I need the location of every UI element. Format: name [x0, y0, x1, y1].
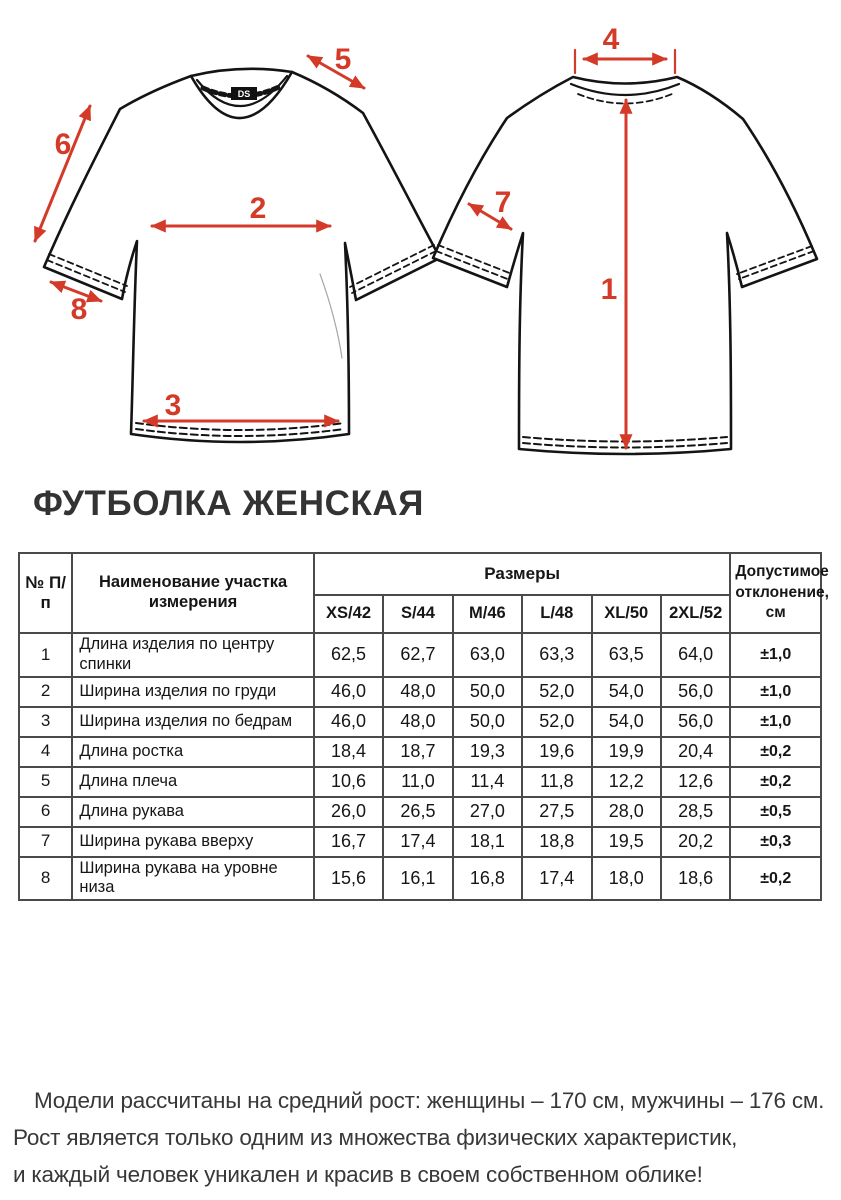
row-value-L/48: 18,8 — [522, 827, 591, 857]
size-header-m: M/46 — [453, 595, 522, 633]
row-value-2XL/52: 12,6 — [661, 767, 730, 797]
row-value-XL/50: 54,0 — [592, 677, 661, 707]
row-value-M/46: 18,1 — [453, 827, 522, 857]
size-header-s: S/44 — [383, 595, 452, 633]
row-value-S/44: 26,5 — [383, 797, 452, 827]
measure-label-7: 7 — [494, 186, 512, 219]
page-title: ФУТБОЛКА ЖЕНСКАЯ — [33, 484, 425, 523]
collar-brand-tag — [231, 87, 257, 100]
row-tolerance: ±1,0 — [730, 707, 821, 737]
table-row — [19, 767, 821, 797]
row-value-M/46: 11,4 — [453, 767, 522, 797]
measure-label-5: 5 — [334, 43, 352, 76]
table-row — [19, 797, 821, 827]
table-header-row — [19, 553, 821, 595]
row-value-L/48: 63,3 — [522, 633, 591, 677]
row-measure-name: Длина рукава — [72, 797, 313, 827]
row-value-XL/50: 63,5 — [592, 633, 661, 677]
row-tolerance: ±0,2 — [730, 767, 821, 797]
row-value-S/44: 62,7 — [383, 633, 452, 677]
row-measure-name: Длина плеча — [72, 767, 313, 797]
row-value-L/48: 27,5 — [522, 797, 591, 827]
row-value-XS/42: 16,7 — [314, 827, 383, 857]
row-value-XL/50: 19,5 — [592, 827, 661, 857]
footer-line: и каждый человек уникален и красив в своем собственном облике! — [13, 1162, 703, 1187]
row-value-S/44: 48,0 — [383, 707, 452, 737]
row-value-XL/50: 28,0 — [592, 797, 661, 827]
row-number: 7 — [19, 827, 72, 857]
column-header-number: № П/п — [19, 553, 72, 633]
measure-label-1: 1 — [600, 273, 618, 306]
table-row — [19, 737, 821, 767]
measure-label-2: 2 — [249, 192, 267, 225]
row-value-M/46: 16,8 — [453, 857, 522, 901]
measure-label-4: 4 — [602, 23, 620, 56]
row-number: 5 — [19, 767, 72, 797]
row-number: 4 — [19, 737, 72, 767]
row-value-M/46: 63,0 — [453, 633, 522, 677]
row-measure-name: Ширина рукава вверху — [72, 827, 313, 857]
row-value-XS/42: 46,0 — [314, 677, 383, 707]
row-tolerance: ±0,2 — [730, 857, 821, 901]
row-measure-name: Ширина изделия по бедрам — [72, 707, 313, 737]
row-tolerance: ±0,5 — [730, 797, 821, 827]
column-header-tolerance: Допустимое отклонение, см — [730, 553, 821, 633]
row-number: 1 — [19, 633, 72, 677]
measure-label-3: 3 — [164, 389, 182, 422]
row-measure-name: Длина ростка — [72, 737, 313, 767]
row-value-S/44: 17,4 — [383, 827, 452, 857]
row-number: 8 — [19, 857, 72, 901]
row-tolerance: ±0,2 — [730, 737, 821, 767]
table-row — [19, 633, 821, 677]
row-value-L/48: 11,8 — [522, 767, 591, 797]
row-value-M/46: 19,3 — [453, 737, 522, 767]
size-header-xl: XL/50 — [592, 595, 661, 633]
row-value-L/48: 52,0 — [522, 677, 591, 707]
size-header-2xl: 2XL/52 — [661, 595, 730, 633]
row-value-S/44: 16,1 — [383, 857, 452, 901]
row-value-L/48: 17,4 — [522, 857, 591, 901]
row-value-2XL/52: 20,4 — [661, 737, 730, 767]
row-value-XS/42: 46,0 — [314, 707, 383, 737]
table-row — [19, 677, 821, 707]
size-table-body — [19, 633, 821, 900]
table-row — [19, 857, 821, 901]
size-header-xs: XS/42 — [314, 595, 383, 633]
collar-tag-text: DS — [237, 89, 251, 99]
row-value-L/48: 52,0 — [522, 707, 591, 737]
row-value-2XL/52: 64,0 — [661, 633, 730, 677]
row-value-XS/42: 18,4 — [314, 737, 383, 767]
row-value-XS/42: 62,5 — [314, 633, 383, 677]
measure-label-6: 6 — [54, 128, 72, 161]
row-value-M/46: 50,0 — [453, 677, 522, 707]
tshirt-technical-drawing — [0, 6, 841, 476]
row-value-M/46: 50,0 — [453, 707, 522, 737]
row-value-M/46: 27,0 — [453, 797, 522, 827]
row-value-L/48: 19,6 — [522, 737, 591, 767]
row-value-S/44: 11,0 — [383, 767, 452, 797]
row-number: 2 — [19, 677, 72, 707]
table-row — [19, 827, 821, 857]
table-row — [19, 707, 821, 737]
row-value-XL/50: 19,9 — [592, 737, 661, 767]
row-tolerance: ±1,0 — [730, 677, 821, 707]
front-view-drawing — [44, 69, 440, 442]
row-number: 6 — [19, 797, 72, 827]
row-measure-name: Ширина изделия по груди — [72, 677, 313, 707]
column-header-name: Наименование участка измерения — [72, 553, 313, 633]
measure-label-8: 8 — [70, 293, 88, 326]
row-number: 3 — [19, 707, 72, 737]
footer-line: Рост является только одним из множества физических характеристик, — [13, 1125, 738, 1150]
row-value-XS/42: 10,6 — [314, 767, 383, 797]
row-value-S/44: 18,7 — [383, 737, 452, 767]
footer-note — [13, 1082, 831, 1193]
row-value-2XL/52: 56,0 — [661, 677, 730, 707]
size-table — [18, 552, 829, 901]
row-value-2XL/52: 28,5 — [661, 797, 730, 827]
row-value-S/44: 48,0 — [383, 677, 452, 707]
row-value-2XL/52: 56,0 — [661, 707, 730, 737]
row-value-XS/42: 26,0 — [314, 797, 383, 827]
row-value-2XL/52: 18,6 — [661, 857, 730, 901]
row-measure-name: Ширина рукава на уровне низа — [72, 857, 313, 901]
row-value-XS/42: 15,6 — [314, 857, 383, 901]
row-value-XL/50: 18,0 — [592, 857, 661, 901]
row-value-XL/50: 54,0 — [592, 707, 661, 737]
footer-line: Модели рассчитаны на средний рост: женщины – 170 см, мужчины – 176 см. — [34, 1088, 825, 1113]
column-header-sizes: Размеры — [314, 553, 731, 595]
front-shirt-outline — [44, 69, 440, 442]
row-value-2XL/52: 20,2 — [661, 827, 730, 857]
row-measure-name: Длина изделия по центру спинки — [72, 633, 313, 677]
row-tolerance: ±0,3 — [730, 827, 821, 857]
size-header-l: L/48 — [522, 595, 591, 633]
row-value-XL/50: 12,2 — [592, 767, 661, 797]
row-tolerance: ±1,0 — [730, 633, 821, 677]
